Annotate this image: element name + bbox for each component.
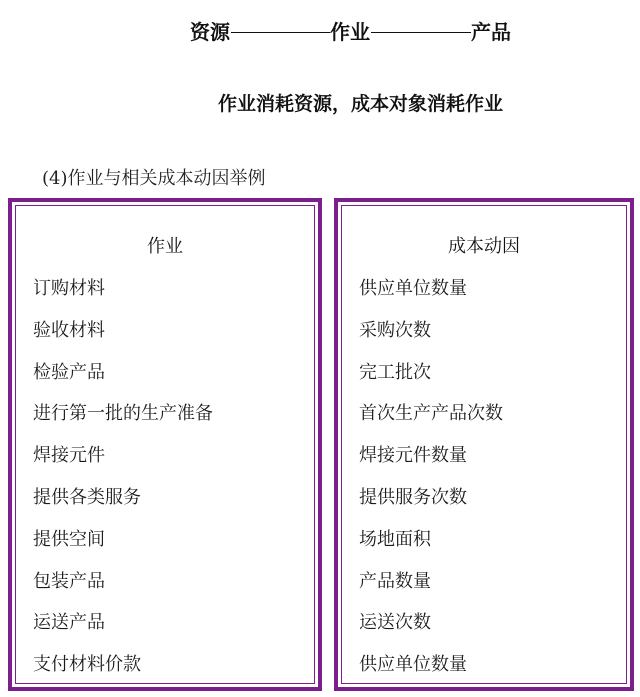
flow-activity-label: 作业 — [330, 20, 370, 44]
cost-drivers-panel — [334, 198, 634, 691]
flow-connector-line — [231, 32, 330, 33]
cost-driver-item: 采购次数 — [359, 319, 431, 341]
activities-panel — [8, 198, 322, 691]
cost-driver-item: 完工批次 — [359, 361, 431, 383]
flow-product-label: 产品 — [471, 20, 511, 44]
cost-driver-item: 首次生产产品次数 — [359, 403, 503, 425]
section-heading: (4)作业与相关成本动因举例 — [42, 168, 266, 189]
activity-item: 进行第一批的生产准备 — [33, 403, 213, 425]
activity-item: 订购材料 — [33, 278, 105, 299]
cost-drivers-panel-inner-border — [341, 205, 627, 684]
cost-driver-item: 供应单位数量 — [359, 654, 467, 676]
cost-driver-item: 供应单位数量 — [359, 278, 467, 299]
activity-item: 支付材料价款 — [33, 654, 141, 676]
activity-item: 包装产品 — [33, 570, 105, 592]
cost-drivers-header: 成本动因 — [448, 236, 520, 257]
resource-activity-product-flow — [190, 18, 520, 46]
flow-resource-label: 资源 — [190, 20, 230, 44]
activity-item: 验收材料 — [33, 319, 105, 341]
activity-item: 提供各类服务 — [33, 486, 141, 508]
activity-item: 提供空间 — [33, 528, 105, 550]
cost-driver-item: 产品数量 — [359, 570, 431, 592]
activity-item: 焊接元件 — [33, 445, 105, 467]
activities-list — [33, 276, 213, 694]
consumption-principle: 作业消耗资源，成本对象消耗作业 — [218, 93, 504, 115]
activity-item: 检验产品 — [33, 361, 105, 383]
activities-header: 作业 — [147, 236, 183, 257]
activities-panel-inner-border — [15, 205, 315, 684]
cost-driver-item: 运送次数 — [359, 612, 431, 634]
flow-connector-line — [371, 32, 471, 33]
cost-driver-item: 场地面积 — [359, 528, 431, 550]
cost-drivers-list — [359, 276, 503, 694]
cost-driver-item: 提供服务次数 — [359, 486, 467, 508]
cost-driver-item: 焊接元件数量 — [359, 445, 467, 467]
activity-item: 运送产品 — [33, 612, 105, 634]
